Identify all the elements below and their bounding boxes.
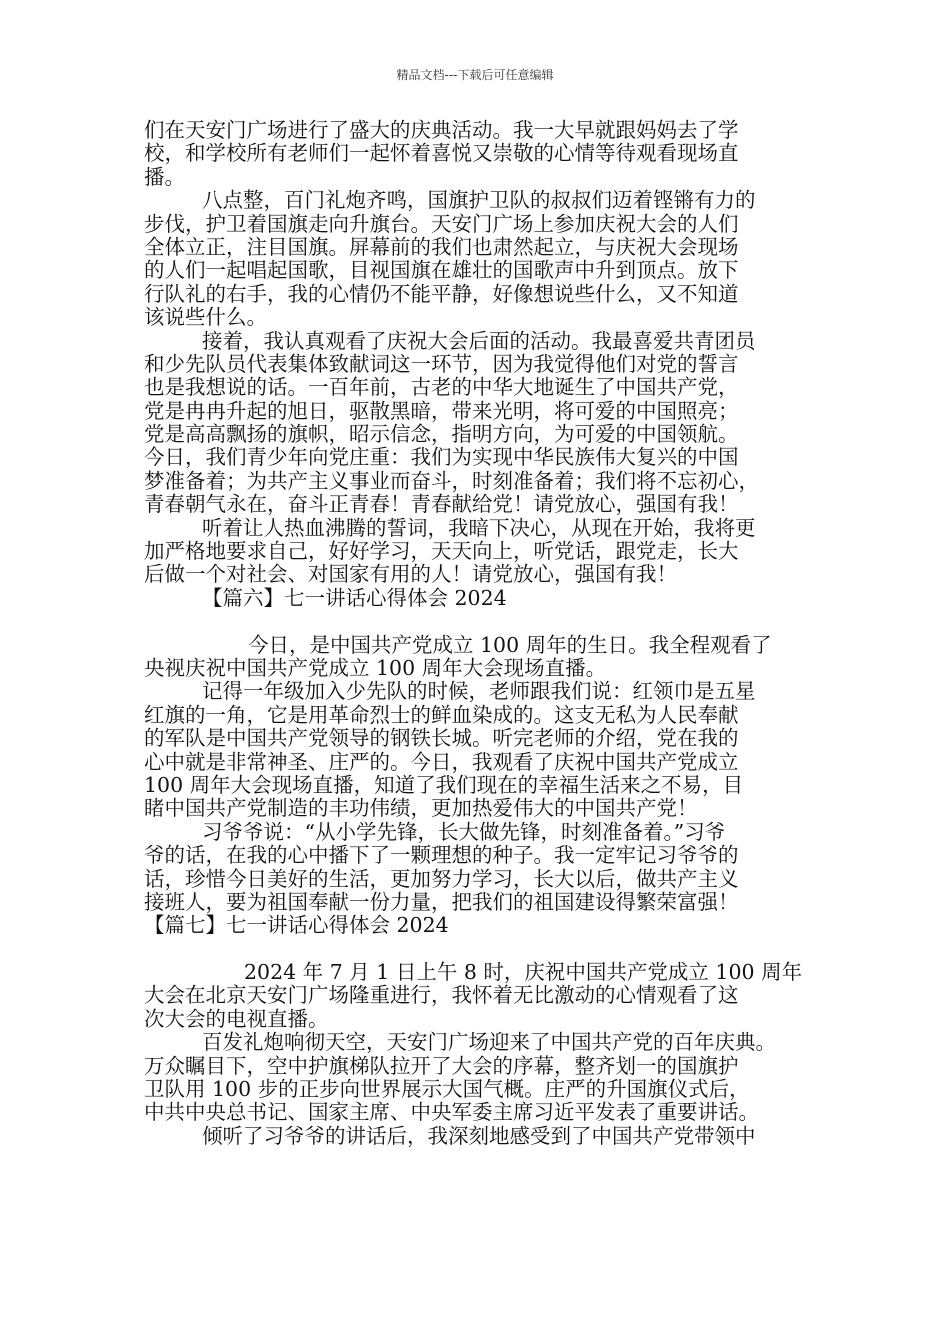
document-body <box>144 119 816 1148</box>
text-line: 校，和学校所有老师们一起怀着喜悦又崇敬的心情等待观看现场直 <box>144 141 739 166</box>
text-line: 梦准备着；为共产主义事业而奋斗，时刻准备着；我们将不忘初心， <box>144 468 759 493</box>
text-line: 爷的话，在我的心中播下了一颗理想的种子。我一定牢记习爷爷的 <box>144 843 739 868</box>
paragraph-start: 八点整，百门礼炮齐鸣，国旗护卫队的叔叔们迈着铿锵有力的 <box>202 188 756 213</box>
paragraph-start: 接着，我认真观看了庆祝大会后面的活动。我最喜爱共青团员 <box>202 328 756 353</box>
text-line: 加严格地要求自己，好好学习，天天向上，听党话，跟党走，长大 <box>144 539 739 564</box>
text-line: 红旗的一角，它是用革命烈士的鲜血染成的。这支无私为人民奉献 <box>144 702 739 727</box>
blank-line <box>144 938 816 961</box>
section-heading: 【篇六】七一讲话心得体会 2024 <box>202 585 507 610</box>
section-heading: 【篇七】七一讲话心得体会 2024 <box>144 913 449 938</box>
text-line: 的军队是中国共产党领导的钢铁长城。听完老师的介绍，党在我的 <box>144 726 739 751</box>
text-line: 和少先队员代表集体致献词这一环节，因为我觉得他们对党的誓言 <box>144 351 739 376</box>
text-line: 央视庆祝中国共产党成立 100 周年大会现场直播。 <box>144 655 607 680</box>
text-line: 卫队用 100 步的正步向世界展示大国气概。庄严的升国旗仪式后， <box>144 1077 750 1102</box>
text-line: 该说些什么。 <box>144 305 267 330</box>
text-line: 大会在北京天安门广场隆重进行，我怀着无比激动的心情观看了这 <box>144 983 739 1008</box>
paragraph-start: 记得一年级加入少先队的时候，老师跟我们说：红领巾是五星 <box>202 679 756 704</box>
page-header: 精品文档---下载后可任意编辑 <box>396 68 554 82</box>
text-line: 行队礼的右手，我的心情仍不能平静，好像想说些什么，又不知道 <box>144 281 739 306</box>
text-line: 全体立正，注目国旗。屏幕前的我们也肃然起立，与庆祝大会现场 <box>144 234 739 259</box>
text-line: 接班人，要为祖国奉献一份力量，把我们的祖国建设得繁荣富强！ <box>144 889 739 914</box>
text-line: 话，珍惜今日美好的生活，更加努力学习，长大以后，做共产主义 <box>144 866 739 891</box>
text-line: 次大会的电视直播。 <box>144 1006 329 1031</box>
text-line: 心中就是非常神圣、庄严的。今日，我观看了庆祝中国共产党成立 <box>144 749 739 774</box>
text-line: 今日，我们青少年向党庄重：我们为实现中华民族伟大复兴的中国 <box>144 445 739 470</box>
text-line: 党是高高飘扬的旗帜，昭示信念，指明方向，为可爱的中国领航。 <box>144 422 739 447</box>
paragraph-start: 倾听了习爷爷的讲话后，我深刻地感受到了中国共产党带领中 <box>202 1123 756 1148</box>
text-line: 党是冉冉升起的旭日，驱散黑暗，带来光明，将可爱的中国照亮； <box>144 398 739 423</box>
text-line: 睹中国共产党制造的丰功伟绩，更加热爱伟大的中国共产党！ <box>144 796 698 821</box>
paragraph-start: 百发礼炮响彻天空，天安门广场迎来了中国共产党的百年庆典。 <box>202 1030 776 1055</box>
text-line: 万众瞩目下，空中护旗梯队拉开了大会的序幕，整齐划一的国旗护 <box>144 1053 739 1078</box>
text-line: 的人们一起唱起国歌，目视国旗在雄壮的国歌声中升到顶点。放下 <box>144 258 739 283</box>
blank-line <box>144 610 816 633</box>
text-line: 步伐，护卫着国旗走向升旗台。天安门广场上参加庆祝大会的人们 <box>144 211 739 236</box>
paragraph-start: 习爷爷说：“从小学先锋，长大做先锋，时刻准备着。”习爷 <box>202 819 726 844</box>
text-line: 播。 <box>144 164 185 189</box>
text-line: 100 周年大会现场直播，知道了我们现在的幸福生活来之不易，目 <box>144 772 744 797</box>
paragraph-start: 2024 年 7 月 1 日上午 8 时，庆祝中国共产党成立 100 周年 <box>244 960 803 985</box>
paragraph-start: 今日，是中国共产党成立 100 周年的生日。我全程观看了 <box>248 632 772 657</box>
text-line: 后做一个对社会、对国家有用的人！请党放心，强国有我！ <box>144 562 677 587</box>
text-line: 中共中央总书记、国家主席、中央军委主席习近平发表了重要讲话。 <box>144 1100 759 1125</box>
text-line: 青春朝气永在，奋斗正青春！青春献给党！请党放心，强国有我！ <box>144 492 739 517</box>
text-line: 也是我想说的话。一百年前，古老的中华大地诞生了中国共产党， <box>144 375 739 400</box>
paragraph-start: 听着让人热血沸腾的誓词，我暗下决心，从现在开始，我将更 <box>202 515 756 540</box>
text-line: 们在天安门广场进行了盛大的庆典活动。我一大早就跟妈妈去了学 <box>144 118 739 142</box>
